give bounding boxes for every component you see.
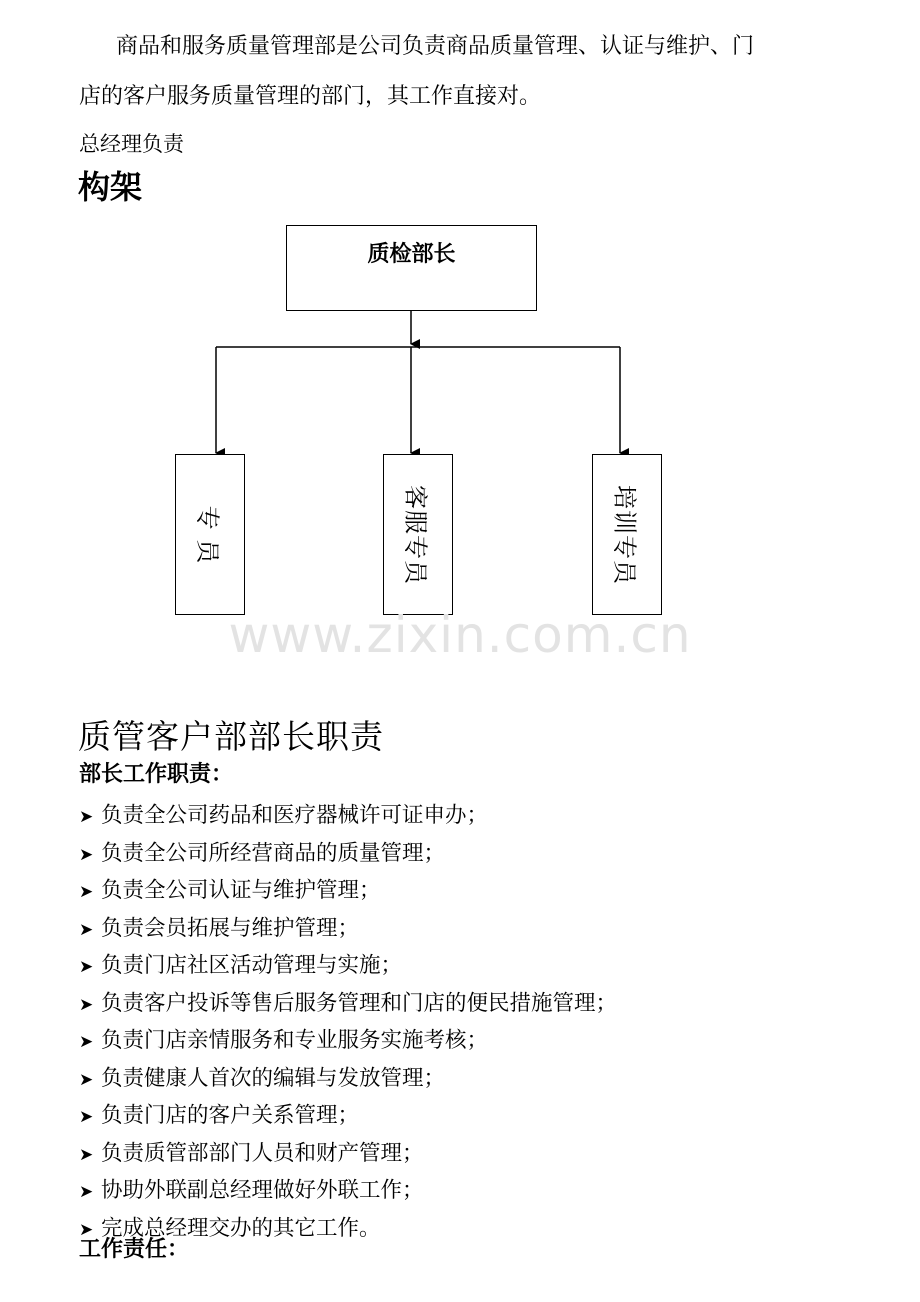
duties-list — [79, 798, 617, 1248]
duty-text: 负责全公司认证与维护管理； — [101, 878, 381, 903]
list-item — [79, 798, 617, 836]
list-item — [79, 986, 617, 1024]
org-child-label: 客服专员 — [401, 484, 430, 585]
arrowhead-bullet-icon: ➤ — [79, 844, 94, 865]
list-item — [79, 948, 617, 986]
duty-text: 负责门店社区活动管理与实施； — [101, 953, 403, 978]
intro-line-3: 总经理负责 — [79, 132, 184, 156]
list-item — [79, 1136, 617, 1174]
list-item — [79, 1173, 617, 1211]
list-item — [79, 1098, 617, 1136]
duty-text: 协助外联副总经理做好外联工作； — [101, 1178, 424, 1203]
org-head-box — [286, 225, 537, 311]
arrowhead-bullet-icon: ➤ — [79, 882, 94, 902]
org-child-box-specialist — [175, 454, 245, 615]
duty-text: 负责全公司药品和医疗器械许可证申办； — [101, 803, 489, 828]
arrowhead-bullet-icon: ➤ — [79, 994, 94, 1015]
arrowhead-bullet-icon: ➤ — [79, 1144, 94, 1165]
org-child-label: 专 员 — [193, 505, 222, 564]
org-child-box-training — [592, 454, 662, 615]
duty-text: 负责门店的客户关系管理； — [101, 1103, 360, 1128]
section-title: 质管客户部部长职责 — [78, 717, 384, 756]
list-item — [79, 911, 617, 949]
duties-heading: 部长工作职责： — [79, 761, 234, 787]
list-item — [79, 873, 617, 911]
list-item — [79, 1023, 617, 1061]
arrowhead-bullet-icon: ➤ — [79, 957, 94, 977]
org-child-label: 培训专员 — [610, 484, 639, 585]
duty-text: 负责门店亲情服务和专业服务实施考核； — [101, 1028, 489, 1053]
architecture-heading: 构架 — [78, 168, 143, 206]
responsibility-heading: 工作责任： — [79, 1236, 190, 1262]
list-item — [79, 1061, 617, 1099]
duty-text: 负责质管部部门人员和财产管理； — [101, 1140, 424, 1166]
list-item — [79, 836, 617, 874]
duty-text: 负责会员拓展与维护管理； — [101, 915, 360, 941]
duty-text: 负责全公司所经营商品的质量管理； — [101, 840, 446, 866]
arrowhead-bullet-icon: ➤ — [79, 1107, 94, 1127]
duty-text: 负责健康人首次的编辑与发放管理； — [101, 1065, 446, 1091]
arrowhead-bullet-icon: ➤ — [79, 1069, 94, 1090]
arrowhead-bullet-icon: ➤ — [79, 1219, 94, 1240]
arrowhead-bullet-icon: ➤ — [79, 919, 94, 940]
intro-line-2: 店的客户服务质量管理的部门，其工作直接对。 — [79, 84, 542, 109]
org-child-box-customer-service — [383, 454, 453, 615]
arrowhead-bullet-icon: ➤ — [79, 1182, 94, 1202]
org-head-label: 质检部长 — [367, 241, 456, 267]
duty-text: 负责客户投诉等售后服务管理和门店的便民措施管理； — [101, 990, 618, 1016]
watermark: www.zixin.com.cn — [228, 606, 692, 664]
duty-text: 完成总经理交办的其它工作。 — [101, 1215, 381, 1241]
arrowhead-bullet-icon: ➤ — [79, 1032, 94, 1052]
intro-line-1: 商品和服务质量管理部是公司负责商品质量管理、认证与维护、门 — [116, 34, 755, 59]
arrowhead-bullet-icon: ➤ — [79, 807, 94, 827]
